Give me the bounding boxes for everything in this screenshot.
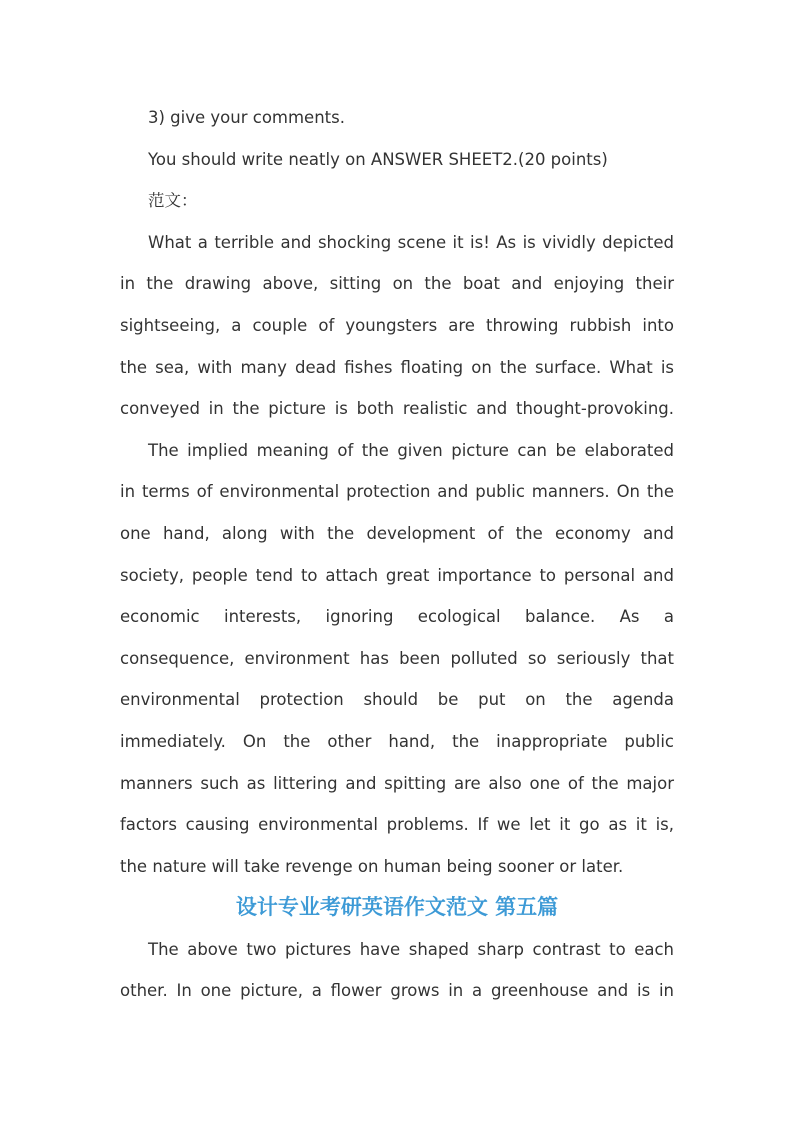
paragraph-line: The implied meaning of the given picture can be elaborated: [148, 440, 674, 460]
paragraph-line: The above two pictures have shaped sharp contrast to each: [148, 939, 674, 959]
sample-essay-label: 范文：: [148, 191, 198, 211]
paragraph-line: sightseeing, a couple of youngsters are throwing rubbish into: [120, 315, 674, 335]
paragraph-line: in the drawing above, sitting on the boat and enjoying their: [120, 274, 674, 294]
paragraph-line: in terms of environmental protection and public manners. On the: [120, 482, 674, 502]
paragraph-line: factors causing environmental problems. If we let it go as it is,: [120, 815, 674, 835]
paragraph-line: economic interests, ignoring ecological balance. As a: [120, 607, 674, 627]
instruction-line: 3) give your comments.: [148, 108, 345, 127]
document-page: [120, 97, 674, 1012]
paragraph-line: other. In one picture, a flower grows in a greenhouse and is in: [120, 981, 674, 1001]
paragraph-line: one hand, along with the development of the economy and: [120, 523, 674, 543]
section-heading: 设计专业考研英语作文范文 第五篇: [235, 895, 559, 920]
paragraph-line: manners such as littering and spitting are also one of the major: [120, 773, 674, 793]
paragraph-line: the nature will take revenge on human being sooner or later.: [120, 856, 624, 876]
paragraph-line: conveyed in the picture is both realistic and thought-provoking.: [120, 399, 674, 419]
paragraph-line: society, people tend to attach great importance to personal and: [120, 565, 674, 585]
paragraph-line: environmental protection should be put on the agenda: [120, 690, 674, 710]
paragraph-line: the sea, with many dead fishes floating on the surface. What is: [120, 357, 674, 377]
paragraph-line: immediately. On the other hand, the inappropriate public: [120, 731, 674, 751]
paragraph-line: What a terrible and shocking scene it is! As is vividly depicted: [148, 232, 674, 252]
instruction-line: You should write neatly on ANSWER SHEET2.(20 points): [148, 149, 608, 169]
paragraph-line: consequence, environment has been polluted so seriously that: [120, 648, 674, 668]
